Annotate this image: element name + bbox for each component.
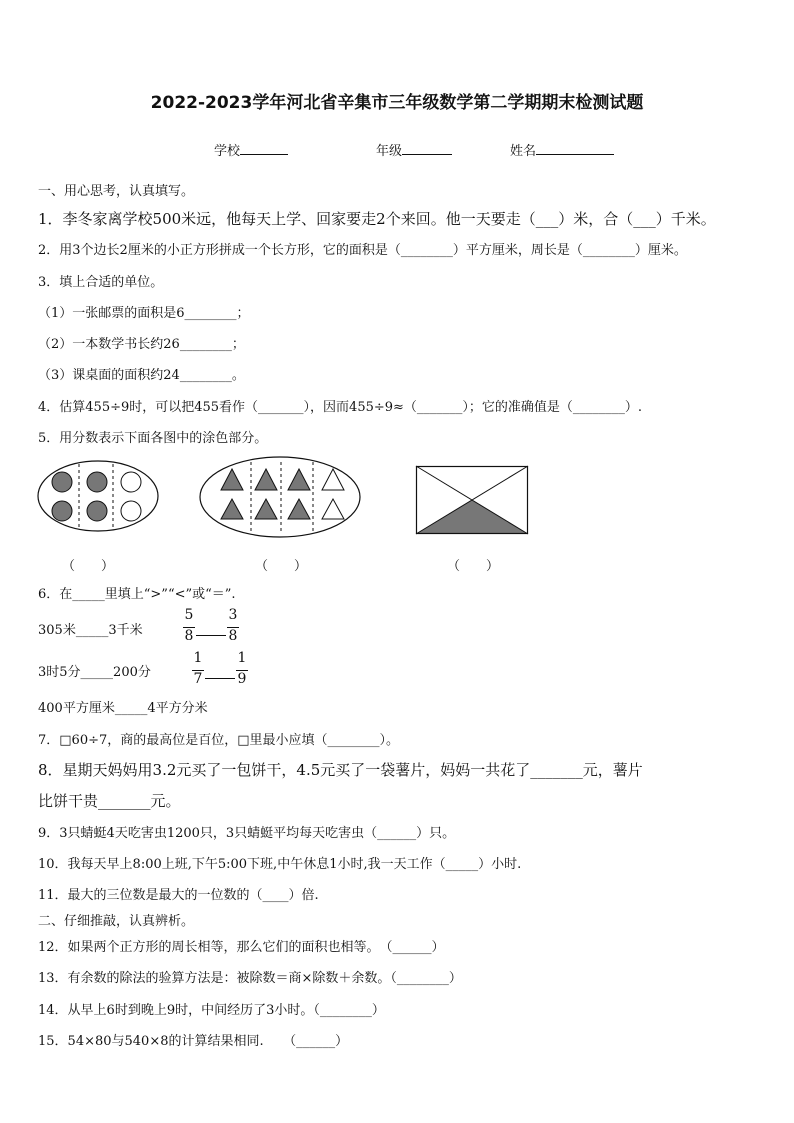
question-6: 6．在_____里填上“>”“<”或“＝”.: [38, 587, 236, 602]
name-label: 姓名: [510, 144, 537, 159]
school-label: 学校: [214, 144, 241, 159]
question-7: 7．□60÷7，商的最高位是百位，□里最小应填（________）。: [38, 733, 400, 748]
fraction-1-7-numerator: 1: [193, 650, 203, 666]
question-8-line-1: 8．星期天妈妈用3.2元买了一包饼干，4.5元买了一袋薯片，妈妈一共花了_______元，薯片: [38, 761, 643, 779]
question-2: 2．用3个边长2厘米的小正方形拼成一个长方形，它的面积是（________）平方厘米，周长是（________）厘米。: [38, 243, 687, 258]
question-3-1: （1）一张邮票的面积是6________；: [38, 306, 250, 321]
question-6-3: 400平方厘米_____4平方分米: [38, 701, 208, 716]
comparison-blank[interactable]: [196, 635, 226, 636]
question-6-2: 3时5分_____200分: [38, 665, 151, 680]
school-blank[interactable]: [240, 141, 288, 155]
question-5: 5．用分数表示下面各图中的涂色部分。: [38, 431, 268, 446]
question-14: 14．从早上6时到晚上9时，中间经历了3小时。（________）: [38, 1003, 385, 1018]
question-10: 10．我每天早上8:00上班,下午5:00下班,中午休息1小时,我一天工作（_____）小时.: [38, 857, 522, 872]
fraction-5-8-denominator: 8: [184, 628, 194, 644]
question-12: 12．如果两个正方形的周长相等，那么它们的面积也相等。 （______）: [38, 940, 445, 955]
fraction-1-9-numerator: 1: [237, 650, 247, 666]
figure-3-shaded-rectangle: [416, 466, 528, 534]
grade-blank[interactable]: [402, 141, 452, 155]
question-4: 4．估算455÷9时，可以把455看作（_______），因而455÷9≈（_______）；它的准确值是（________）.: [38, 400, 643, 415]
question-1: 1．李冬家离学校500米远，他每天上学、回家要走2个来回。他一天要走（___）米，合（___）千米。: [38, 210, 716, 228]
page-title: 2022-2023学年河北省辛集市三年级数学第二学期期末检测试题: [150, 93, 644, 113]
question-3: 3．填上合适的单位。: [38, 275, 164, 290]
figure-2-answer[interactable]: （ ）: [255, 559, 308, 574]
section-2-heading: 二、仔细推敲，认真辨析。: [38, 914, 195, 929]
figure-3-answer[interactable]: （ ）: [447, 559, 500, 574]
fraction-3-8-numerator: 3: [228, 607, 238, 623]
question-3-2: （2）一本数学书长约26________；: [38, 337, 245, 352]
comparison-blank[interactable]: [205, 678, 235, 679]
section-1-heading: 一、用心思考，认真填写。: [38, 184, 195, 199]
question-11: 11．最大的三位数是最大的一位数的（____）倍.: [38, 888, 319, 903]
name-field: [510, 140, 614, 159]
question-9: 9．3只蜻蜓4天吃害虫1200只，3只蜻蜓平均每天吃害虫（______）只。: [38, 826, 456, 841]
figure-1-shaded-circles: [37, 460, 159, 532]
question-3-3: （3）课桌面的面积约24________。: [38, 368, 245, 383]
figure-2-shaded-triangles: [199, 456, 361, 538]
fraction-1-7-denominator: 7: [193, 671, 203, 687]
school-field: [214, 140, 288, 159]
fraction-5-8-numerator: 5: [184, 607, 194, 623]
question-15: 15．54×80与540×8的计算结果相同. （______）: [38, 1034, 349, 1049]
fraction-1-9-denominator: 9: [237, 671, 247, 687]
name-blank[interactable]: [536, 141, 614, 155]
figure-1-answer[interactable]: （ ）: [62, 559, 115, 574]
question-6-1: 305米_____3千米: [38, 623, 143, 638]
grade-label: 年级: [376, 144, 403, 159]
fraction-3-8-denominator: 8: [228, 628, 238, 644]
question-8-line-2: 比饼干贵_______元。: [38, 792, 181, 810]
grade-field: [376, 140, 452, 159]
question-13: 13．有余数的除法的验算方法是：被除数＝商×除数＋余数。（________）: [38, 971, 462, 986]
